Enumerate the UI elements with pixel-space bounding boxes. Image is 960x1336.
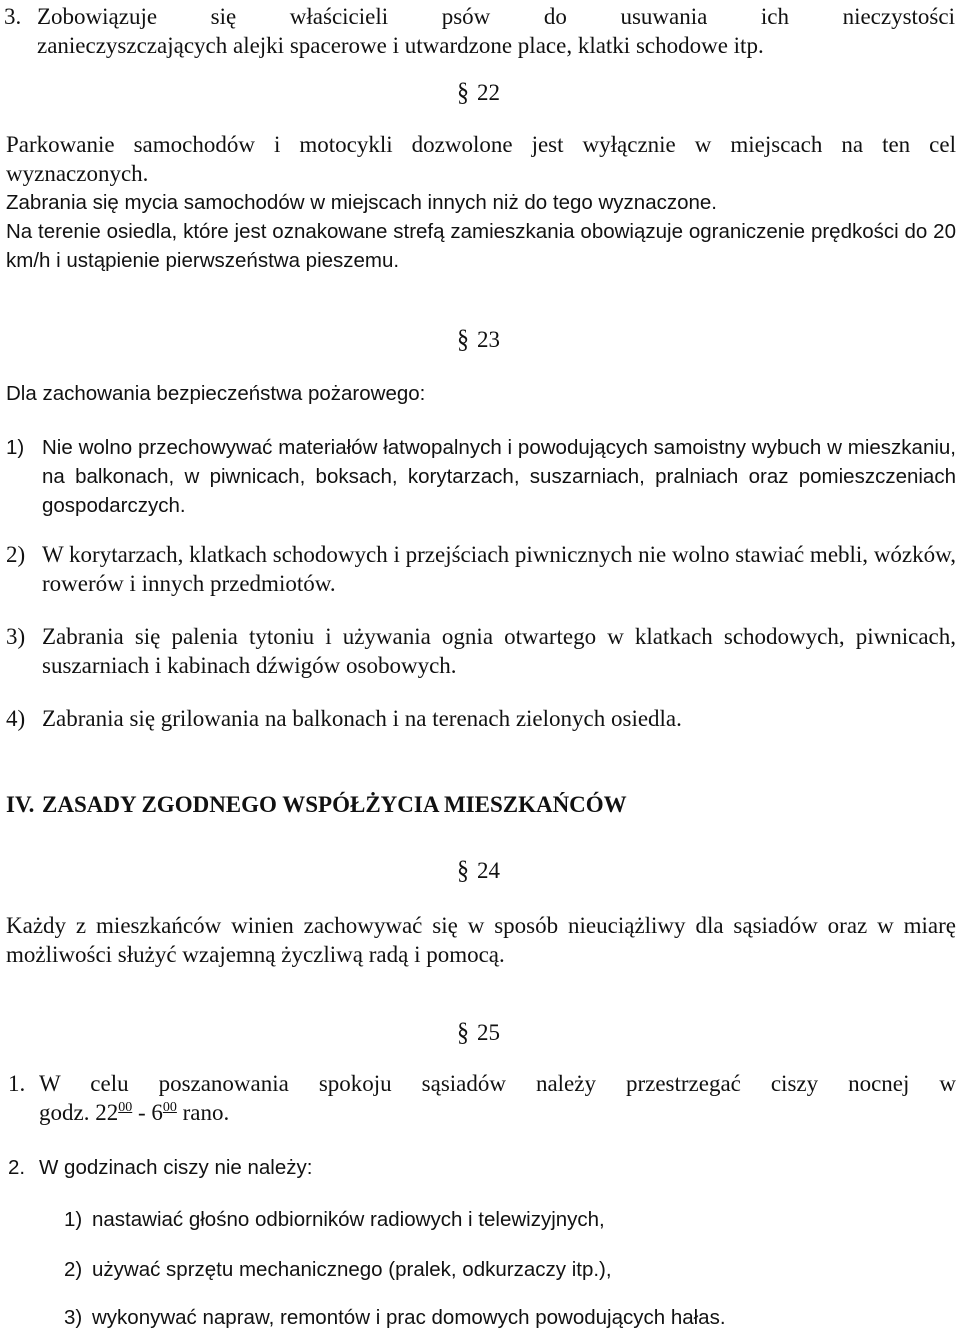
list-text: Nie wolno przechowywać materiałów łatwopalnych i powodujących samoistny wybuch w mieszkaniu, na balkonach, w piwnicach, boksach, korytarzach, suszarniach, pralniach oraz pomieszczeniach gospodarczych. — [42, 436, 956, 517]
quiet-rano-text: rano. — [176, 1100, 230, 1125]
quiet-start-minutes: 00 — [118, 1100, 133, 1115]
list-text: W korytarzach, klatkach schodowych i przejściach piwnicznych nie wolno stawiać mebli, wózków, rowerów i innych przedmiotów. — [42, 542, 956, 596]
quiet-hours-item-2 — [8, 1153, 956, 1182]
fire-rule-3 — [6, 622, 956, 680]
quiet-hours-subitem-2 — [64, 1255, 954, 1284]
list-text: Zabrania się palenia tytoniu i używania ognia otwartego w klatkach schodowych, piwnicach, suszarniach i kabinach dźwigów osobowych. — [42, 624, 956, 678]
section-25-heading — [457, 1018, 500, 1048]
section-number: 24 — [477, 858, 500, 883]
section-symbol: § — [457, 78, 469, 108]
list-label: 1. — [8, 1071, 26, 1096]
section-22-paragraph-2: Zabrania się mycia samochodów w miejscach innych niż do tego wyznaczone. — [6, 191, 718, 214]
section-24-heading — [457, 856, 500, 886]
list-text: W godzinach ciszy nie należy: — [39, 1156, 313, 1179]
section-number: 25 — [477, 1020, 500, 1045]
section-22-heading — [457, 78, 500, 108]
list-label: 1) — [6, 436, 25, 459]
quiet-start-text: godz. 22 — [39, 1100, 119, 1125]
section-23-intro: Dla zachowania bezpieczeństwa pożarowego: — [6, 382, 426, 405]
section-22-paragraph-3: Na terenie osiedla, które jest oznakowane strefą zamieszkania obowiązuje ograniczenie prędkości do 20 km/h i ustąpienie pierwszeństwa pieszemu. — [6, 220, 956, 272]
section-number: 23 — [477, 327, 500, 352]
section-24-paragraph: Każdy z mieszkańców winien zachowywać się w sposób nieuciążliwy dla sąsiadów oraz w miarę możliwości służyć wzajemną życzliwą radą i pomocą. — [6, 913, 956, 967]
section-22-paragraph-1: Parkowanie samochodów i motocykli dozwolone jest wyłącznie w miejscach na ten cel wyznaczonych. — [6, 132, 956, 186]
chapter-number: IV. — [6, 792, 35, 817]
quiet-end-text: - 6 — [132, 1100, 163, 1125]
section-symbol: § — [457, 856, 469, 886]
fire-rule-4 — [6, 704, 956, 733]
item-3-line2: zanieczyszczających alejki spacerowe i utwardzone place, klatki schodowe itp. — [37, 33, 764, 58]
section-23-heading — [457, 325, 500, 355]
item-3-number: 3. — [4, 4, 22, 29]
section-number: 22 — [477, 80, 500, 105]
list-label: 4) — [6, 706, 26, 731]
list-text: Zabrania się grilowania na balkonach i na terenach zielonych osiedla. — [42, 706, 682, 731]
fire-rule-1 — [6, 433, 956, 520]
quiet-hours-subitem-3 — [64, 1303, 954, 1332]
list-text: używać sprzętu mechanicznego (pralek, odkurzaczy itp.), — [92, 1258, 612, 1281]
list-label: 1) — [64, 1208, 83, 1231]
chapter-title: ZASADY ZGODNEGO WSPÓŁŻYCIA MIESZKAŃCÓW — [42, 792, 627, 817]
chapter-heading — [6, 790, 627, 820]
section-symbol: § — [457, 1018, 469, 1048]
item-3-line1: Zobowiązuje się właścicieli psów do usuwania ich nieczystości — [37, 4, 955, 29]
list-label: 3) — [6, 624, 26, 649]
list-label: 3) — [64, 1306, 83, 1329]
quiet-hours-item-1 — [8, 1069, 956, 1127]
list-label: 2) — [64, 1258, 83, 1281]
quiet-end-minutes: 00 — [162, 1100, 177, 1115]
quiet-hours-subitem-1 — [64, 1205, 954, 1234]
list-label: 2. — [8, 1156, 26, 1179]
list-label: 2) — [6, 542, 26, 567]
fire-rule-2 — [6, 540, 956, 598]
list-text: wykonywać napraw, remontów i prac domowych powodujących hałas. — [92, 1306, 726, 1329]
section-symbol: § — [457, 325, 469, 355]
list-text: nastawiać głośno odbiorników radiowych i telewizyjnych, — [92, 1208, 605, 1231]
list-text-line2 — [39, 1098, 956, 1127]
list-text-line1: W celu poszanowania spokoju sąsiadów należy przestrzegać ciszy nocnej w — [39, 1071, 956, 1096]
